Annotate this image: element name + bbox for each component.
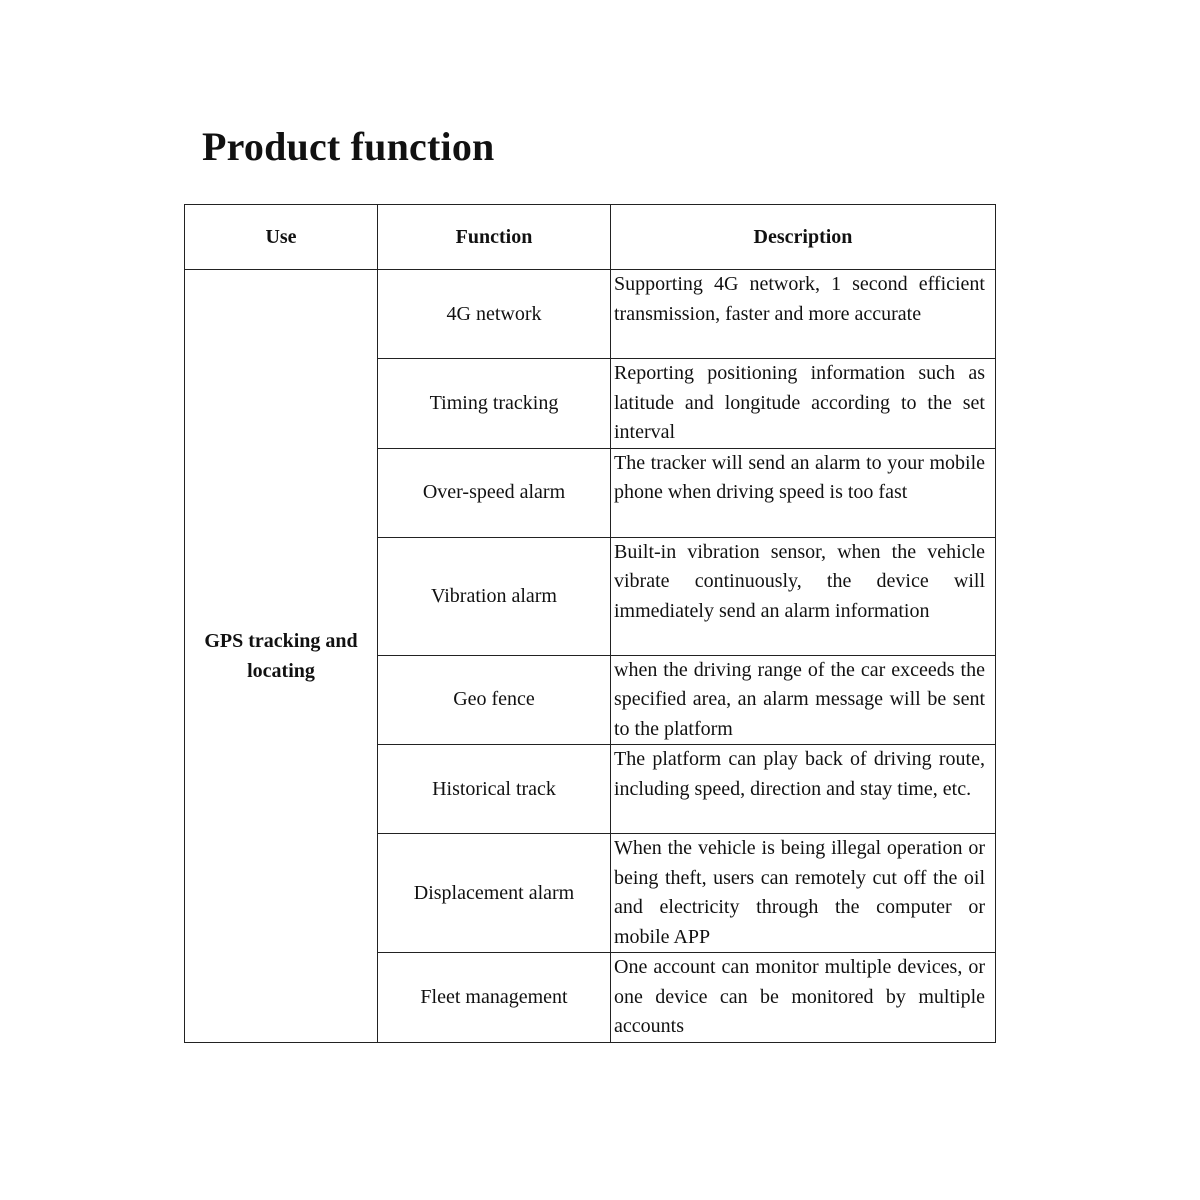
function-cell: Fleet management [378,953,611,1043]
header-function: Function [378,205,611,270]
description-cell: When the vehicle is being illegal operation or being theft, users can remotely cut off the oil and electricity through the computer or mobile APP [611,834,996,953]
product-function-table [184,204,996,1043]
function-cell: Displacement alarm [378,834,611,953]
description-cell: One account can monitor multiple devices, or one device can be monitored by multiple accounts [611,953,996,1043]
header-use: Use [185,205,378,270]
function-cell: Over-speed alarm [378,448,611,537]
description-cell: The platform can play back of driving route, including speed, direction and stay time, etc. [611,745,996,834]
function-cell: Vibration alarm [378,537,611,655]
table-row [185,270,996,359]
function-cell: Historical track [378,745,611,834]
page-title: Product function [202,124,495,169]
function-cell: Timing tracking [378,359,611,449]
use-group-cell: GPS tracking and locating [185,270,378,1043]
description-cell: Reporting positioning information such as latitude and longitude according to the set interval [611,359,996,449]
description-cell: Supporting 4G network, 1 second efficient transmission, faster and more accurate [611,270,996,359]
table-header-row [185,205,996,270]
description-cell: Built-in vibration sensor, when the vehicle vibrate continuously, the device will immediately send an alarm information [611,537,996,655]
function-cell: 4G network [378,270,611,359]
description-cell: The tracker will send an alarm to your mobile phone when driving speed is too fast [611,448,996,537]
function-cell: Geo fence [378,655,611,745]
header-description: Description [611,205,996,270]
description-cell: when the driving range of the car exceeds the specified area, an alarm message will be sent to the platform [611,655,996,745]
